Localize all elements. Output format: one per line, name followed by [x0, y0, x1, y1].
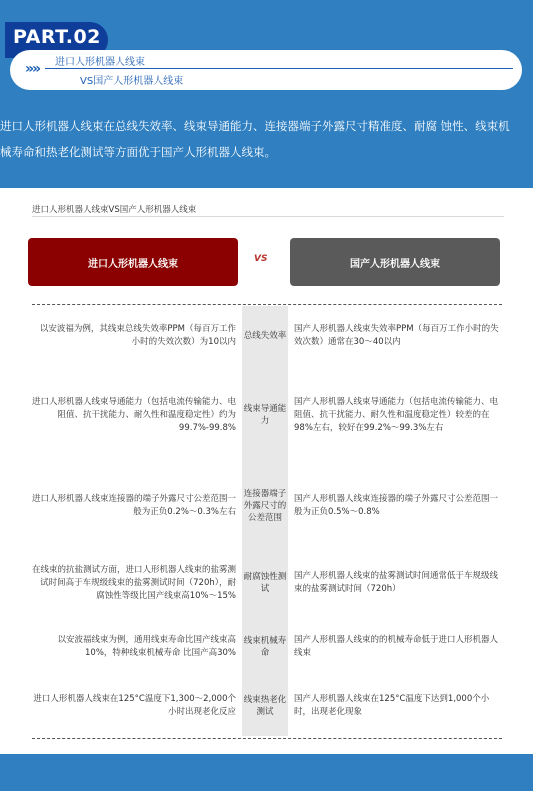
panel-title: 进口人形机器人线束VS国产人形机器人线束	[32, 205, 197, 215]
domestic-cell: 国产人形机器人线束的的机械寿命低于进口人形机器人线束	[294, 635, 499, 658]
import-cell: 在线束的抗盐测试方面，进口人形机器人线束的盐雾测试时间高于车规级线束的盐雾测试时间（720h），耐腐蚀性等级比国产线束高10%～15%	[32, 564, 237, 601]
metric-cell: 耐腐蚀性测试	[242, 548, 288, 618]
top-dashed-divider	[32, 304, 502, 305]
metric-cell: 连接器端子外露尺寸的公差范围	[242, 464, 288, 548]
footer-band	[0, 754, 533, 791]
intro-line-2: 械寿命和热老化测试等方面优于国产人形机器人线束。	[0, 145, 276, 159]
title-line-2: VS国产人形机器人线束	[80, 76, 184, 87]
domestic-cell: 国产人形机器人线束的盐雾测试时间通常低于车规级线束的盐雾测试时间（720h）	[294, 571, 499, 594]
domestic-cell: 国产人形机器人线束在125°C温度下达到1,000个小时，出现老化现象	[294, 694, 490, 717]
comparison-row	[32, 548, 502, 618]
comparison-row	[32, 464, 502, 548]
title-line-1: 进口人形机器人线束	[55, 57, 145, 68]
comparison-panel	[0, 188, 533, 754]
import-cell: 以安波福线束为例，通用线束寿命比国产线束高10%，特种线束机械寿命 比国产高30%	[57, 635, 236, 658]
domestic-header-box: 国产人形机器人线束	[290, 238, 500, 286]
part-label: PART.02	[13, 26, 101, 48]
panel-title-rule	[32, 216, 504, 217]
metric-cell: 线束热老化测试	[242, 676, 288, 736]
domestic-cell: 国产人形机器人线束失效率PPM（每百万工作小时的失效次数）通常在30～40以内	[294, 324, 499, 347]
vs-label: VS	[254, 254, 268, 264]
import-cell: 进口人形机器人线束在125°C温度下1,300～2,000个小时出现老化反应	[33, 694, 236, 717]
import-header-box: 进口人形机器人线束	[28, 238, 238, 286]
comparison-row	[32, 306, 502, 366]
import-cell: 进口人形机器人线束导通能力（包括电流传输能力、电阻值、抗干扰能力、耐久性和温度稳定性）约为99.7%-99.8%	[32, 396, 237, 433]
import-cell: 进口人形机器人线束连接器的端子外露尺寸公差范围一般为正负0.2%～0.3%左右	[32, 494, 237, 517]
bottom-dashed-divider	[32, 738, 502, 739]
chevron-right-icon: »»	[25, 61, 40, 77]
domestic-cell: 国产人形机器人线束连接器的端子外露尺寸公差范围一般为正负0.5%～0.8%	[294, 494, 499, 517]
metric-cell: 总线失效率	[242, 306, 288, 366]
title-divider	[45, 68, 513, 69]
import-cell: 以安波福为例，其线束总线失效率PPM（每百万工作小时的失效次数）为10以内	[39, 324, 236, 347]
domestic-cell: 国产人形机器人线束导通能力（包括电流传输能力、电阻值、抗干扰能力、耐久性和温度稳定性）较差的在98%左右，较好在99.2%～99.3%左右	[294, 396, 499, 433]
intro-paragraph	[0, 113, 533, 165]
metric-cell: 线束导通能力	[242, 366, 288, 464]
comparison-row	[32, 676, 502, 736]
metric-cell: 线束机械寿命	[242, 618, 288, 676]
comparison-row	[32, 366, 502, 464]
intro-line-1: 进口人形机器人线束在总线失效率、线束导通能力、连接器端子外露尺寸精准度、耐腐 蚀性、线束机	[0, 119, 510, 133]
comparison-row	[32, 618, 502, 676]
